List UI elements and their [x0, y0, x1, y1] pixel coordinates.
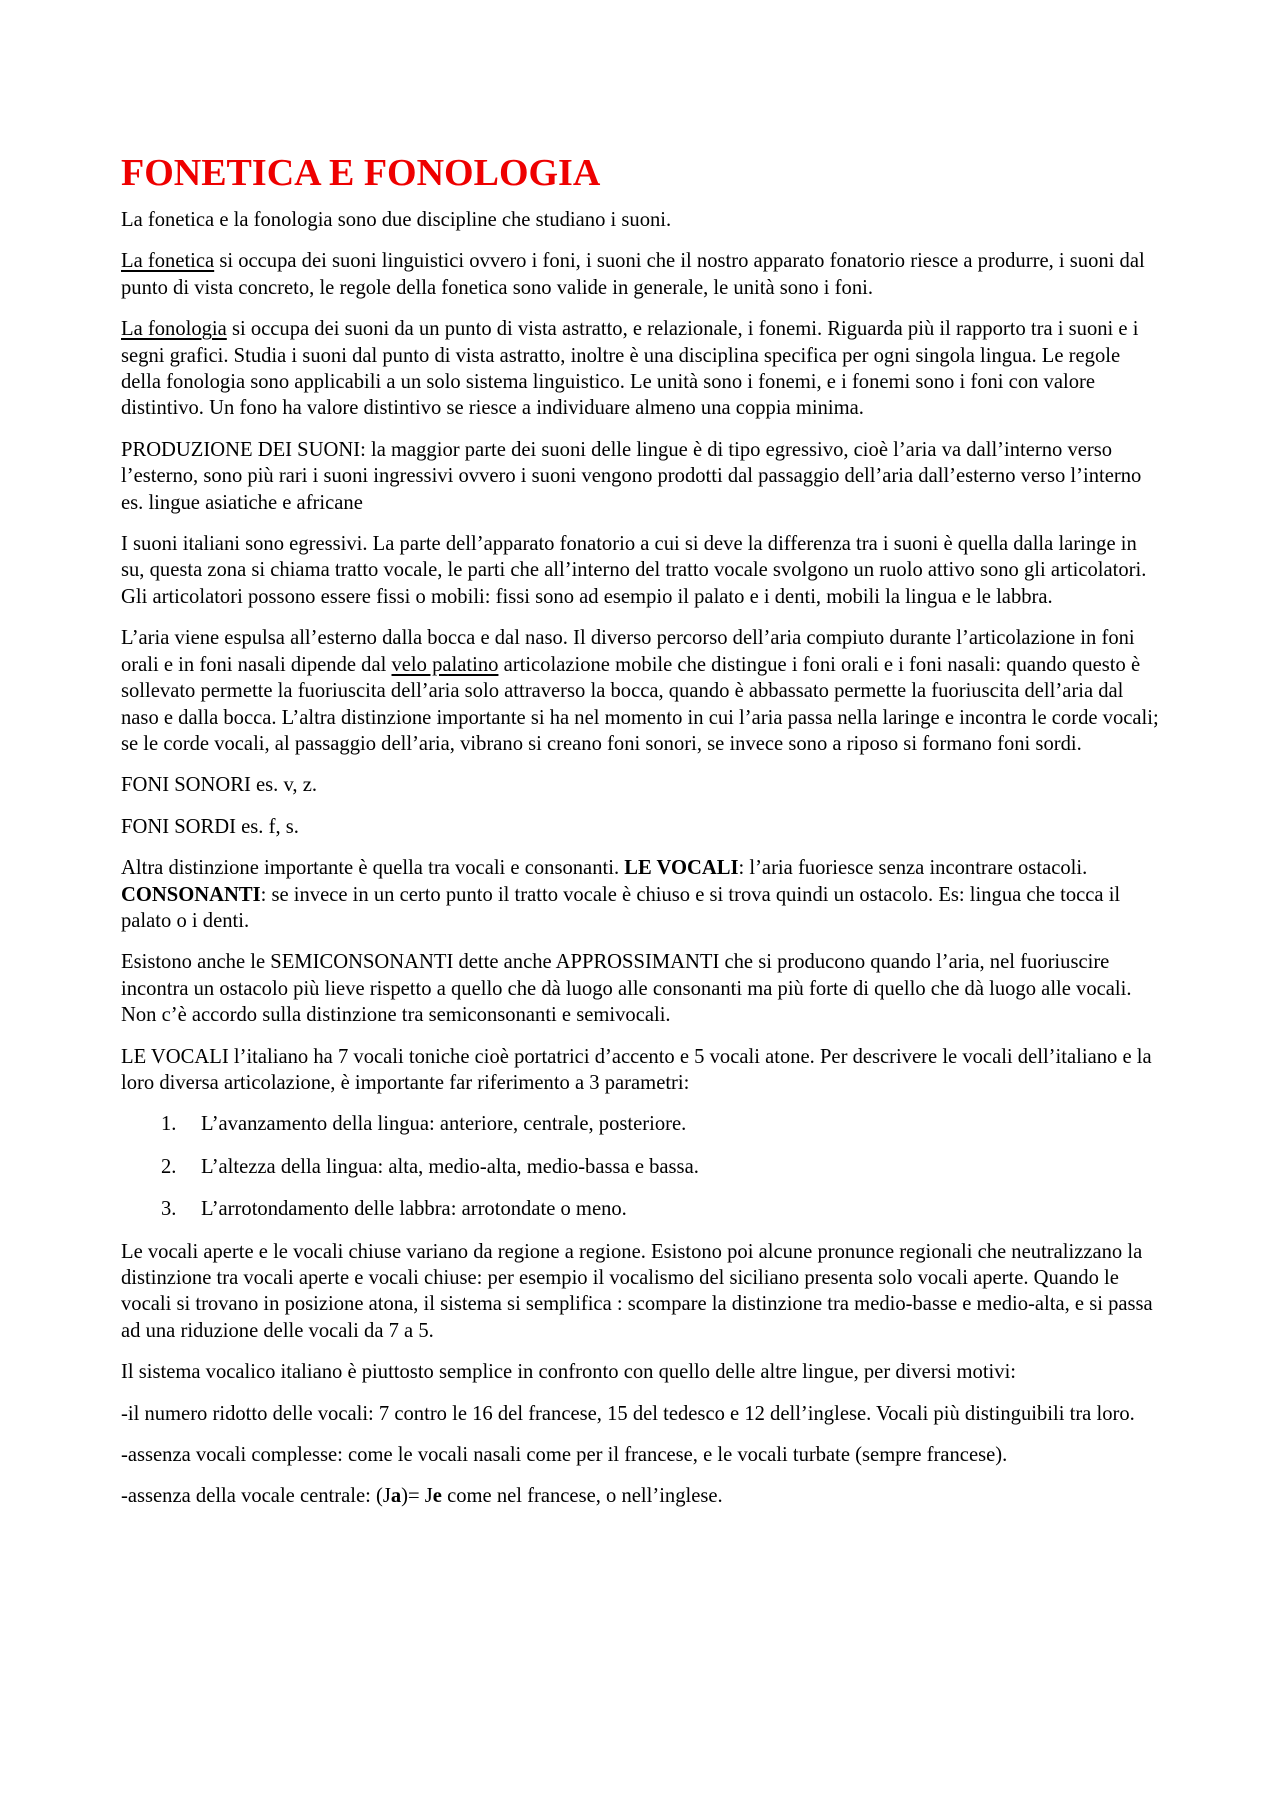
complesse-paragraph: -assenza vocali complesse: come le vocali nasali come per il francese, e le vocali turbate (sempre francese). — [121, 1444, 1008, 1467]
fonetica-text: si occupa dei suoni linguistici ovvero i foni, i suoni che il nostro apparato fonatorio riesce a produrre, i suoni dal punto di vista concreto, le regole della fonetica sono valide in generale, le unità sono i foni. — [121, 250, 1145, 299]
list-item-number: 1. — [161, 1113, 177, 1136]
sistema-paragraph: Il sistema vocalico italiano è piuttosto semplice in confronto con quello delle altre lingue, per diversi motivi: — [121, 1361, 1017, 1384]
velo-palatino-term: velo palatino — [391, 653, 499, 676]
vocali-consonanti-paragraph — [121, 855, 1161, 934]
document-page — [121, 150, 1161, 1525]
list-item-text: L’avanzamento della lingua: anteriore, centrale, posteriore. — [201, 1113, 687, 1136]
vc-text-3: : se invece in un certo punto il tratto vocale è chiuso e si trova quindi un ostacolo. Es: lingua che tocca il palato o i denti. — [121, 883, 1121, 932]
list-item-number: 2. — [161, 1155, 177, 1178]
suoni-italiani-paragraph: I suoni italiani sono egressivi. La parte dell’apparato fonatorio a cui si deve la differenza tra i suoni è quella dalla laringe in su, questa zona si chiama tratto vocale, le parti che all’interno del tratto vocale svolgono un ruolo attivo sono gli articolatori. Gli articolatori possono essere fissi o mobili: fissi sono ad esempio il palato e i denti, mobili la lingua e le labbra. — [121, 533, 1147, 608]
aria-text-before: L’aria viene espulsa all’esterno dalla bocca e dal naso. Il diverso percorso dell’aria compiuto durante l’articolazione in foni orali e in foni nasali dipende dal — [121, 627, 1135, 676]
aria-paragraph — [121, 625, 1161, 757]
aria-text-after: articolazione mobile che distingue i foni orali e i foni nasali: quando questo è sollevato permette la fuoriuscita dell’aria solo attraverso la bocca, quando è abbassato permette la fuoriuscita dell’aria dal naso e dalla bocca. L’altra distinzione importante si ha nel momento in cui l’aria passa nella laringe e incontra le corde vocali; se le corde vocali, al passaggio dell’aria, vibrano si creano foni sonori, se invece sono a riposo si formano foni sordi. — [121, 653, 1159, 755]
vc-text-1: Altra distinzione importante è quella tra vocali e consonanti. — [121, 857, 625, 880]
fonologia-text: si occupa dei suoni da un punto di vista astratto, e relazionale, i fonemi. Riguarda più il rapporto tra i suoni e i segni grafici. Studia i suoni dal punto di vista astratto, inoltre è una disciplina specifica per ogni singola lingua. Le regole della fonologia sono applicabili a un solo sistema linguistico. Le unità sono i fonemi, e i fonemi sono i foni con valore distintivo. Un fono ha valore distintivo se riesce a individuare almeno una coppia minima. — [121, 318, 1139, 420]
consonanti-bold: CONSONANTI — [121, 883, 261, 906]
foni-sordi-paragraph: FONI SORDI es. f, s. — [121, 815, 299, 838]
centrale-bold-a: a — [390, 1485, 402, 1508]
fonetica-paragraph — [121, 248, 1161, 301]
centrale-bold-e: e — [432, 1485, 442, 1508]
centrale-paragraph — [121, 1483, 1161, 1509]
fonetica-term: La fonetica — [121, 250, 215, 273]
vocali-aperte-paragraph: Le vocali aperte e le vocali chiuse variano da regione a regione. Esistono poi alcune pronunce regionali che neutralizzano la distinzione tra vocali aperte e vocali chiuse: per esempio il vocalismo del siciliano presenta solo vocali aperte. Quando le vocali si trovano in posizione atona, il sistema si semplifica : scompare la distinzione tra medio-basse e medio-alta, e si passa ad una riduzione delle vocali da 7 a 5. — [121, 1240, 1153, 1342]
list-item — [121, 1154, 1161, 1180]
intro-paragraph: La fonetica e la fonologia sono due discipline che studiano i suoni. — [121, 209, 672, 231]
list-item-number: 3. — [161, 1198, 177, 1221]
fonologia-term: La fonologia — [121, 318, 227, 341]
centrale-text-2: )= J — [401, 1485, 433, 1508]
numero-ridotto-paragraph: -il numero ridotto delle vocali: 7 contro le 16 del francese, 15 del tedesco e 12 dell’inglese. Vocali più distinguibili tra loro. — [121, 1402, 1135, 1425]
list-item — [121, 1111, 1161, 1137]
centrale-text-3: come nel francese, o nell’inglese. — [441, 1485, 723, 1508]
vc-text-2: : l’aria fuoriesce senza incontrare ostacoli. — [738, 857, 1088, 880]
le-vocali-bold: LE VOCALI — [624, 857, 739, 880]
list-item — [121, 1196, 1161, 1222]
parametri-list — [121, 1111, 1161, 1222]
produzione-paragraph: PRODUZIONE DEI SUONI: la maggior parte dei suoni delle lingue è di tipo egressivo, cioè l’aria va dall’interno verso l’esterno, sono più rari i suoni ingressivi ovvero i suoni vengono prodotti dal passaggio dell’aria dall’esterno verso l’interno es. lingue asiatiche e africane — [121, 438, 1142, 514]
foni-sonori-paragraph: FONI SONORI es. v, z. — [121, 774, 318, 797]
list-item-text: L’arrotondamento delle labbra: arrotondate o meno. — [201, 1198, 627, 1221]
page-title: FONETICA E FONOLOGIA — [121, 152, 601, 194]
centrale-text-1: -assenza della vocale centrale: (J — [121, 1485, 391, 1508]
le-vocali-paragraph: LE VOCALI l’italiano ha 7 vocali toniche cioè portatrici d’accento e 5 vocali atone. Per descrivere le vocali dell’italiano e la loro diversa articolazione, è importante far riferimento a 3 parametri: — [121, 1045, 1152, 1094]
fonologia-paragraph — [121, 316, 1161, 422]
list-item-text: L’altezza della lingua: alta, medio-alta, medio-bassa e bassa. — [201, 1155, 699, 1178]
semiconsonanti-paragraph: Esistono anche le SEMICONSONANTI dette anche APPROSSIMANTI che si producono quando l’aria, nel fuoriuscire incontra un ostacolo più lieve rispetto a quello che dà luogo alle consonanti ma più forte di quello che dà luogo alle vocali. Non c’è accordo sulla distinzione tra semiconsonanti e semivocali. — [121, 951, 1132, 1027]
